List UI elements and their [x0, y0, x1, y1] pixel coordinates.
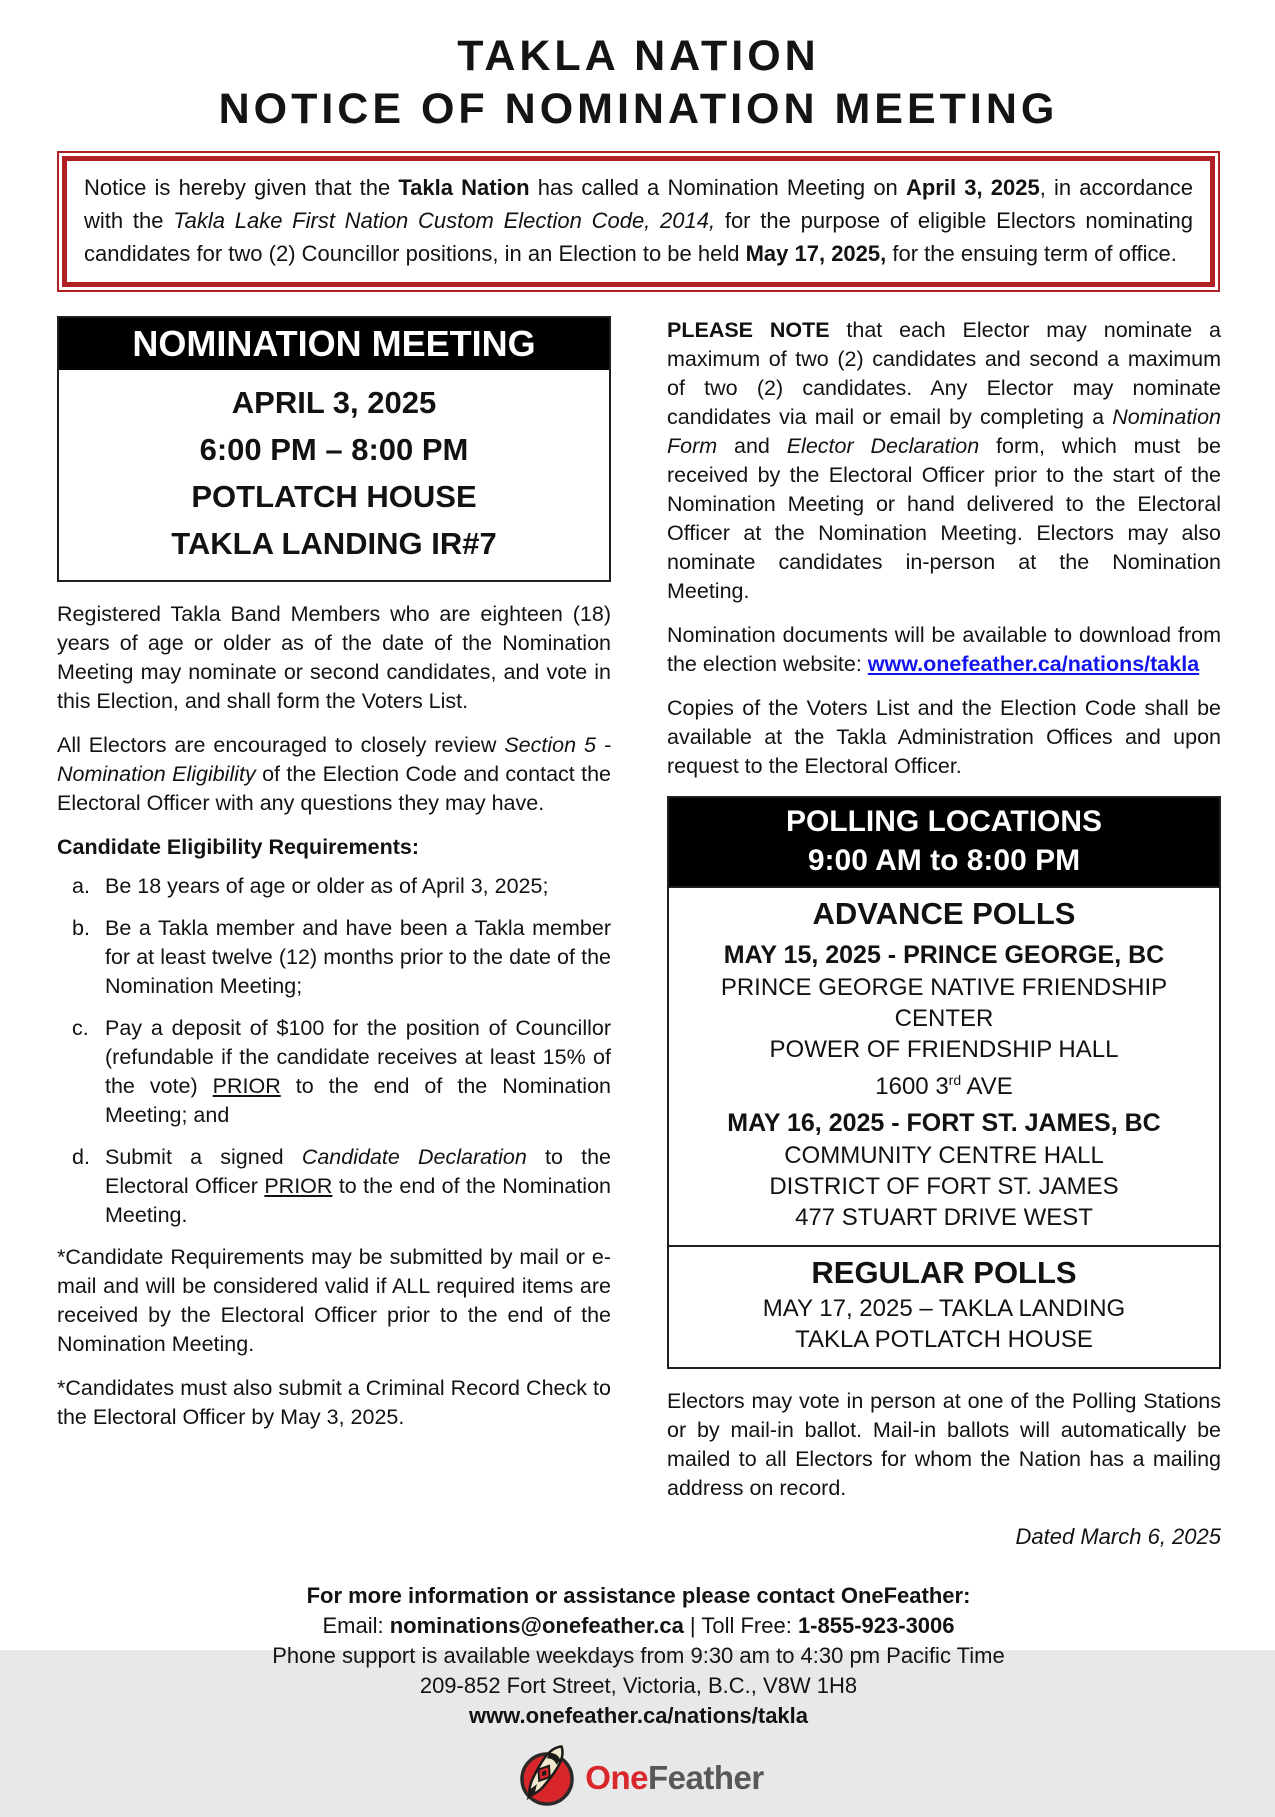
footer-email: nominations@onefeather.ca — [389, 1613, 684, 1638]
polling-header-hours: 9:00 AM to 8:00 PM — [807, 844, 1081, 877]
advance-entry1-hall: POWER OF FRIENDSHIP HALL — [769, 1036, 1119, 1063]
notice-run-italic: Takla Lake First Nation Custom Election Code, 2014, — [173, 208, 716, 233]
notice-run: for the purpose of eligible Electors nominating candidates for two (2) Councillor positions, in an Election to be held — [84, 208, 1194, 266]
meeting-location: TAKLA LANDING IR#7 — [171, 526, 497, 561]
regular-polls-venue: TAKLA POTLATCH HOUSE — [795, 1326, 1093, 1353]
onefeather-logo-icon — [513, 1739, 577, 1817]
list-item-text — [105, 1014, 611, 1130]
notice-run: , in accordance with the — [84, 175, 1193, 233]
notice-run-bold: April 3, 2025 — [905, 175, 1040, 200]
registered-members-paragraph: Registered Takla Band Members who are eighteen (18) years of age or older as of the date of the Nomination Meeting may nominate or second candidates, and vote in this Election, and shall form the Voters List. — [57, 602, 611, 713]
dated-line: Dated March 6, 2025 — [1015, 1524, 1221, 1549]
notice-run: Notice is hereby given that the — [84, 175, 399, 200]
wordmark-feather: Feather — [647, 1759, 764, 1796]
regular-polls-section — [669, 1245, 1219, 1367]
item-run: to the end of the Nomination Meeting; and — [105, 1074, 611, 1127]
item-run: Pay a deposit of $100 for the position of Councillor (refundable if the candidate receives at least 15% of the vote) — [105, 1016, 611, 1098]
electors-vote-paragraph: Electors may vote in person at one of the Polling Stations or by mail-in ballot. Mail-in ballots will automatically be mailed to all Electors for whom the Nation has a mailing address on record. — [667, 1389, 1221, 1500]
please-note-run: and — [717, 434, 787, 458]
onefeather-logo — [57, 1739, 1220, 1817]
list-item-c — [57, 1014, 611, 1130]
onefeather-wordmark — [585, 1759, 764, 1796]
polling-locations-header — [669, 798, 1219, 886]
list-marker: b. — [72, 916, 90, 940]
footer-run: | Toll Free: — [683, 1613, 798, 1638]
advance-entry2-title: MAY 16, 2025 - FORT ST. JAMES, BC — [727, 1109, 1161, 1137]
advance-polls-section — [669, 886, 1219, 1245]
please-note-run-bold: PLEASE NOTE — [667, 318, 830, 342]
footer-email-tollfree-line — [57, 1611, 1220, 1641]
advance-entry2-district: DISTRICT OF FORT ST. JAMES — [769, 1173, 1119, 1200]
review-run: of the Election Code and contact the Electoral Officer with any questions they may have. — [57, 762, 611, 815]
please-note-run-italic: Nomination Form — [667, 405, 1221, 458]
eligibility-heading: Candidate Eligibility Requirements: — [57, 835, 419, 859]
notice-frame-inner — [62, 156, 1215, 287]
nomination-meeting-header: NOMINATION MEETING — [59, 318, 609, 370]
review-run: All Electors are encouraged to closely review — [57, 733, 505, 757]
meeting-place: POTLATCH HOUSE — [191, 479, 477, 514]
item-run: to the end of the Nomination Meeting. — [105, 1174, 611, 1227]
list-marker: a. — [72, 874, 90, 898]
advance-entry2-address: 477 STUART DRIVE WEST — [795, 1204, 1093, 1231]
notice-frame — [57, 151, 1220, 292]
two-column-layout — [57, 316, 1220, 1551]
page-title — [57, 30, 1220, 136]
right-column — [667, 316, 1221, 1551]
item-run-underline: PRIOR — [212, 1074, 281, 1098]
meeting-date: APRIL 3, 2025 — [231, 385, 437, 420]
list-item-text: Be a Takla member and have been a Takla member for at least twelve (12) months prior to the date of the Nomination Meeting; — [105, 916, 611, 998]
notice-paragraph — [84, 171, 1193, 270]
wordmark-one: One — [585, 1759, 648, 1796]
item-run-italic: Candidate Declaration — [301, 1145, 527, 1169]
page-title-line1: TAKLA NATION — [457, 32, 820, 80]
advance-polls-title: ADVANCE POLLS — [812, 896, 1076, 931]
election-website-link[interactable]: www.onefeather.ca/nations/takla — [867, 652, 1200, 676]
regular-polls-date: MAY 17, 2025 – TAKLA LANDING — [762, 1295, 1126, 1322]
please-note-paragraph — [667, 316, 1221, 606]
list-item-b — [57, 914, 611, 1001]
item-run: Submit a signed — [105, 1145, 302, 1169]
please-note-run-italic: Elector Declaration — [786, 434, 980, 458]
notice-run: for the ensuing term of office. — [886, 241, 1177, 266]
list-item-text — [105, 1143, 611, 1230]
footer-contact-heading: For more information or assistance please contact OneFeather: — [306, 1583, 971, 1608]
advance-entry2-venue: COMMUNITY CENTRE HALL — [784, 1142, 1104, 1169]
item-run-underline: PRIOR — [264, 1174, 333, 1198]
footer-phone-hours-line: Phone support is available weekdays from 9:30 am to 4:30 pm Pacific Time — [272, 1643, 1005, 1668]
contact-footer — [57, 1581, 1220, 1817]
address-ordinal-superscript: rd — [948, 1072, 962, 1088]
meeting-time: 6:00 PM – 8:00 PM — [199, 432, 469, 467]
notice-run-bold: Takla Nation — [398, 175, 530, 200]
regular-polls-title: REGULAR POLLS — [811, 1255, 1077, 1290]
page-title-line2: NOTICE OF NOMINATION MEETING — [218, 85, 1059, 133]
footer-run: Email: — [322, 1613, 390, 1638]
copies-paragraph: Copies of the Voters List and the Election Code shall be available at the Takla Administration Offices and upon request to the Electoral Officer. — [667, 696, 1221, 778]
advance-entry1-title: MAY 15, 2025 - PRINCE GEORGE, BC — [723, 941, 1165, 969]
criminal-record-note: *Candidates must also submit a Criminal Record Check to the Electoral Officer by May 3, 2025. — [57, 1376, 611, 1429]
nomination-meeting-box — [57, 316, 611, 582]
notice-run-bold: May 17, 2025, — [745, 241, 887, 266]
please-note-run: form, which must be received by the Electoral Officer prior to the start of the Nomination Meeting or hand delivered to the Electoral Officer at the Nomination Meeting. Electors may also nominate candidates in-person at the Nomination Meeting. — [667, 434, 1221, 603]
eligibility-list — [57, 872, 611, 1230]
list-item-text: Be 18 years of age or older as of April 3, 2025; — [105, 874, 549, 898]
address-run: 1600 3 — [875, 1073, 949, 1100]
list-item-d — [57, 1143, 611, 1230]
footer-phone: 1-855-923-3006 — [797, 1613, 955, 1638]
list-item-a — [57, 872, 611, 901]
advance-entry1-venue: PRINCE GEORGE NATIVE FRIENDSHIP CENTER — [720, 974, 1168, 1032]
notice-run: has called a Nomination Meeting on — [529, 175, 906, 200]
download-run: Nomination documents will be available to download from the election website: — [667, 623, 1221, 676]
footer-address-line: 209-852 Fort Street, Victoria, B.C., V8W 1H8 — [419, 1673, 858, 1698]
candidate-requirements-note: *Candidate Requirements may be submitted by mail or e-mail and will be considered valid if ALL required items are received by the Electoral Officer prior to the end of the Nomination Meeting. — [57, 1245, 611, 1356]
advance-entry1-address — [677, 1065, 1211, 1102]
list-marker: d. — [72, 1145, 90, 1169]
polling-locations-box — [667, 796, 1221, 1369]
polling-header-title: POLLING LOCATIONS — [785, 805, 1103, 838]
nomination-meeting-details — [59, 370, 609, 580]
item-run: to the Electoral Officer — [105, 1145, 611, 1198]
download-paragraph — [667, 621, 1221, 679]
please-note-run: that each Elector may nominate a maximum of two (2) candidates and second a maximum of two (2) candidates. Any Elector may nominate candidates via mail or email by completing a — [667, 318, 1221, 429]
footer-website-line: www.onefeather.ca/nations/takla — [468, 1703, 809, 1728]
list-marker: c. — [72, 1016, 89, 1040]
address-run: AVE — [961, 1073, 1013, 1100]
review-section5-paragraph — [57, 731, 611, 818]
left-column — [57, 316, 611, 1551]
review-run-italic: Section 5 - Nomination Eligibility — [57, 733, 611, 786]
